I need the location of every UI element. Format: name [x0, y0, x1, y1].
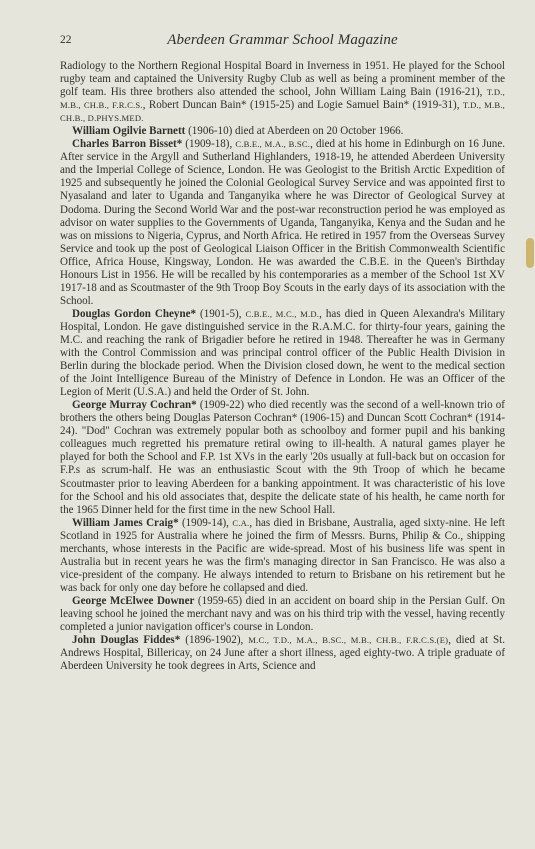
running-title: Aberdeen Grammar School Magazine — [167, 32, 398, 48]
paragraph-bain: Radiology to the Northern Regional Hospital Board in Inverness in 1951. He played for the School rugby team and captained the University Rugby Club as well as being a prominent member of the golf team. His three brothers also attended the school, John William Laing Bain (1916-21), T.D., M.B., CH.B., F.R.C.S., Robert Duncan Bain* (1915-25) and Logie Samuel Bain* (1919-31), T.D., M.B., CH.B., D.PHYS.MED. — [60, 60, 506, 124]
page-number: 22 — [60, 34, 72, 46]
degrees: C.B.E., M.A., B.SC. — [235, 139, 311, 150]
person-name: William Ogilvie Barnett — [72, 125, 186, 138]
person-name: John Douglas Fiddes* — [72, 634, 181, 647]
degrees: T.D., M.B., CH.B., F.R.C.S. — [60, 87, 505, 111]
degrees: C.B.E., M.C., M.D. — [245, 308, 320, 319]
person-name: William James Craig* — [72, 516, 179, 529]
degrees: T.D., M.B., CH.B., D.PHYS.MED. — [60, 100, 506, 124]
obituary-text — [60, 60, 505, 673]
person-name: Charles Barron Bisset* — [72, 138, 183, 151]
paragraph-cochran: George Murray Cochran* (1909-22) who died recently was the second of a well-known trio of brothers the others being Douglas Paterson Cochran* (1906-15) and Duncan Scott Cochran* (1914-24). "Dod" Cochran was extremely popular both as schoolboy and former pupil and his banking colleagues much regretted his premature retiral owing to ill-health. A natural games player he played for both the School and F.P. 1st XVs in the early '20s usually at full-back but on occasion for F.P.s as scrum-half. He was an enthusiastic Scout with the 9th Troop of which he became Scoutmaster prior to leaving Aberdeen for a banking appointment. It was characteristic of his love for the School and his old associates that, despite the delicate state of his health, he came north for the 1965 Dinner held for the first time in the new School Hall. — [60, 399, 505, 516]
paragraph-barnett: William Ogilvie Barnett (1906-10) died at Aberdeen on 20 October 1966. — [72, 125, 404, 138]
degrees: M.C., T.D., M.A., B.SC., M.B., CH.B., F.R.C.S.(E) — [248, 635, 449, 646]
paragraph-fiddes: John Douglas Fiddes* (1896-1902), M.C., T.D., M.A., B.SC., M.B., CH.B., F.R.C.S.(E), died at St. Andrews Hospital, Billericay, on 24 June after a short illness, aged eighty-two. A triple graduate of Aberdeen University he took degrees in Arts, Science and — [60, 634, 506, 673]
page-header — [60, 34, 505, 56]
person-name: George McElwee Downer — [72, 594, 195, 607]
paragraph-craig: William James Craig* (1909-14), C.A., has died in Brisbane, Australia, aged sixty-nine. He left Scotland in 1925 for Australia where he joined the firm of Messrs. Burns, Philip & Co., shipping merchants, whose interests in the Pacific are wide-spread. Most of his business life was spent in Australia but in recent years he was the firm's managing director in San Francisco. He was also a vice-president of the company. He always intended to return to Brisbane on his retirement but he was back for only one day before he collapsed and died. — [60, 516, 505, 594]
paragraph-downer: George McElwee Downer (1959-65) died in an accident on board ship in the Persian Gulf. On leaving school he joined the merchant navy and was on his third trip with the vessel, having recently completed a junior navigation officer's course in London. — [60, 594, 505, 634]
degrees: C.A. — [232, 517, 250, 528]
page-edge-tab-mark — [526, 238, 534, 268]
paragraph-bisset: Charles Barron Bisset* (1909-18), C.B.E., M.A., B.SC., died at his home in Edinburgh on 16 June. After service in the Argyll and Sutherland Highlanders, 1918-19, he attended Aberdeen University and the Imperial College of Science, London. He was Geologist to the British Arctic Expedition of 1925 and subsequently he joined the Colonial Geological Survey Service and was appointed first to Nyasaland and later to Uganda and Tanganyika where he was Director of Geological Survey at Dodoma. During the Second World War and the post-war reconstruction period he was employed as advisor on water supplies to the Governments of Uganda, Tanganyika, Kenya and the Sudan and he was on missions to Nigeria, Cyprus, and North Africa. He retired in 1957 from the Overseas Survey Service and took up the post of Geological Liaison Officer in the British Commonwealth Scientific Office, Africa House, Kingsway, London. He was awarded the C.B.E. in the Queen's Birthday Honours List in 1956. He will be recalled by his contemporaries as a member of the School 1st XV 1917-18 and as Scoutmaster of the 9th Troop Boy Scouts in the early days of its association with the School. — [60, 138, 505, 307]
person-name: Douglas Gordon Cheyne* — [72, 307, 197, 320]
person-name: George Murray Cochran* — [72, 399, 197, 412]
paragraph-cheyne: Douglas Gordon Cheyne* (1901-5), C.B.E., M.C., M.D., has died in Queen Alexandra's Military Hospital, London. He gave distinguished service in the R.A.M.C. for thirty-four years, gaining the M.C. and reaching the rank of Brigadier before he retired in 1948. Thereafter he was in Germany with the Control Commission and was principal control officer of the Public Health Division in Berlin during the blockade period. When the Division closed down, he went to the medical section of the Joint Intelligence Bureau of the Ministry of Defence in London. He was an Officer of the Legion of Merit (U.S.A.) and held the Order of St. John. — [60, 307, 505, 399]
